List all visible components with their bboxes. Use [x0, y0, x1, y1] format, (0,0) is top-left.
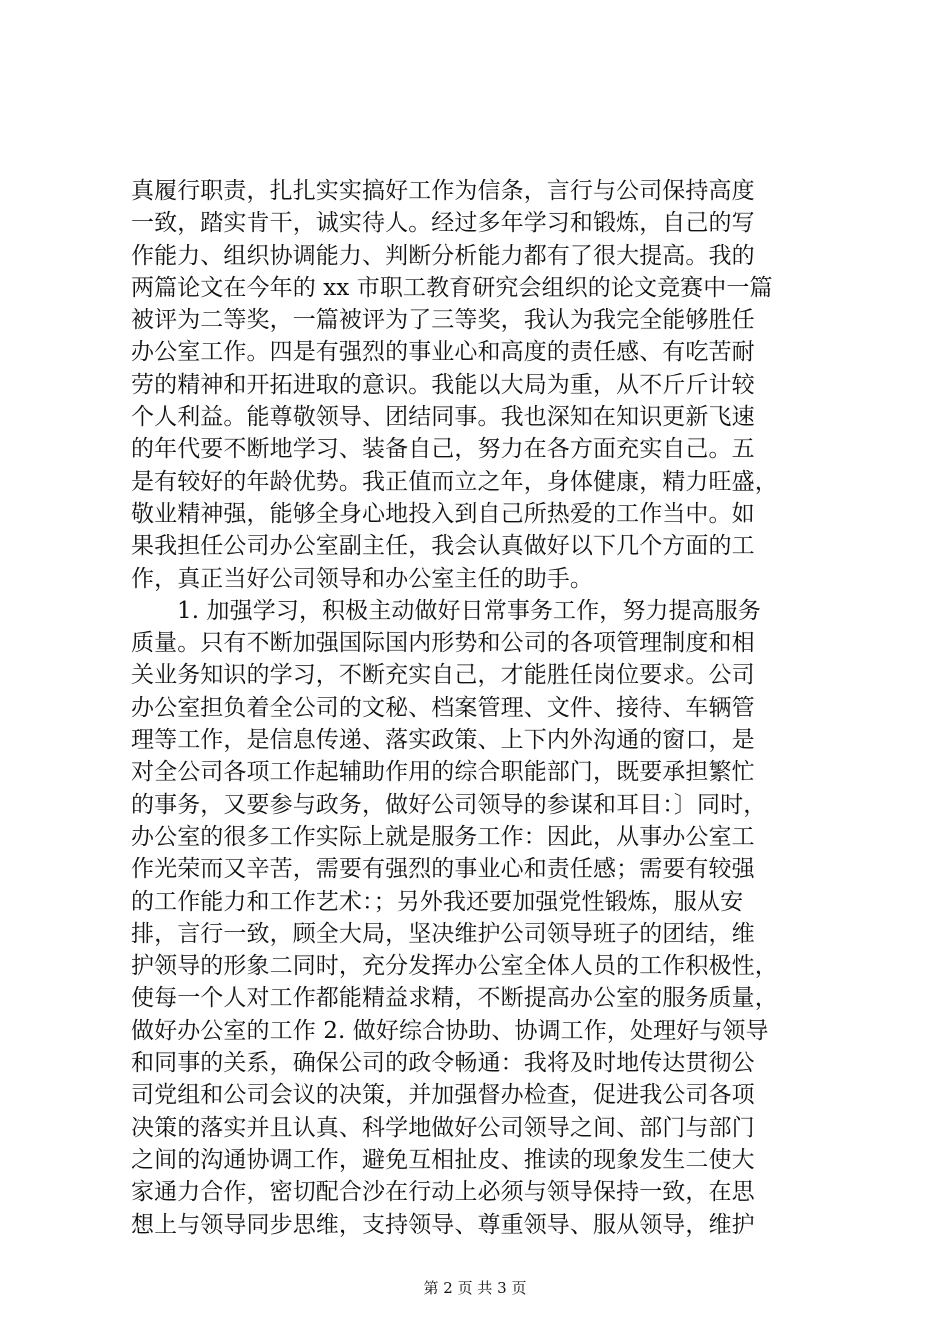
text-line: 作能力、组织协调能力、判断分析能力都有了很大提高。我的 — [131, 242, 755, 269]
text-line: 司党组和公司会议的决策，并加强督办检查，促进我公司各项 — [131, 1082, 755, 1109]
text-line: 想上与领导同步思维，支持领导、尊重领导、服从领导，维护 — [131, 1211, 755, 1238]
text-line: 办公室担负着全公司的文秘、档案管理、文件、接待、车辆管 — [131, 694, 755, 721]
text-line: 对全公司各项工作起辅助作用的综合职能部门，既要承担繁忙 — [131, 759, 755, 786]
text-line: 护领导的形象二同时，充分发挥办公室全体人员的工作积极性， — [131, 953, 778, 980]
document-body — [131, 175, 831, 1241]
text-line: 真履行职责，扎扎实实搞好工作为信条，言行与公司保持高度 — [131, 178, 755, 204]
text-line: 使每一个人对工作都能精益求精，不断提高办公室的服务质量， — [131, 985, 778, 1012]
text-line: 一致，踏实肯干，诚实待人。经过多年学习和锻炼，自己的写 — [131, 210, 755, 237]
text-line: 敬业精神强，能够全身心地投入到自己所热爱的工作当中。如 — [131, 500, 755, 527]
text-line: 办公室工作。四是有强烈的事业心和高度的责任感、有吃苦耐 — [131, 339, 755, 366]
text-line: 果我担任公司办公室副主任，我会认真做好以下几个方面的工 — [131, 533, 755, 560]
text-line: 理等工作，是信息传递、落实政策、上下内外沟通的窗口，是 — [131, 727, 755, 754]
text-line: 作光荣而又辛苦，需要有强烈的事业心和责任感；需要有较强 — [131, 856, 755, 883]
text-line: 是有较好的年龄优势。我正值而立之年，身体健康，精力旺盛， — [131, 468, 778, 495]
section-heading-line: 1. 加强学习，积极主动做好日常事务工作，努力提高服务 — [177, 597, 761, 624]
text-line: 的工作能力和工作艺术：；另外我还要加强党性锻炼，服从安 — [131, 888, 744, 915]
text-line: 两篇论文在今年的 xx 市职工教育研究会组织的论文竞赛中一篇 — [131, 274, 773, 301]
text-line: 的事务，又要参与政务，做好公司领导的参谋和耳目：〕同时， — [131, 791, 767, 818]
page-footer — [0, 1278, 950, 1298]
text-line: 决策的落实并且认真、科学地做好公司领导之间、部门与部门 — [131, 1114, 755, 1141]
text-line: 排，言行一致，顾全大局，坚决维护公司领导班子的团结，维 — [131, 920, 755, 947]
text-line: 办公室的很多工作实际上就是服务工作：因此，从事办公室工 — [131, 823, 755, 850]
text-line: 关业务知识的学习，不断充实自己，才能胜任岗位要求。公司 — [131, 662, 755, 689]
text-line: 个人利益。能尊敬领导、团结同事。我也深知在知识更新飞速 — [131, 404, 755, 431]
text-line: 做好办公室的工作 2. 做好综合协助、协调工作，处理好与领导 — [131, 1017, 769, 1044]
page-indicator: 第 2 页 共 3 页 — [423, 1279, 527, 1297]
text-line: 作，真正当好公司领导和办公室主任的助手。 — [131, 565, 593, 592]
text-line: 和同事的关系，确保公司的政令畅通：我将及时地传达贯彻公 — [131, 1050, 755, 1077]
text-line: 劳的精神和开拓进取的意识。我能以大局为重，从不斤斤计较 — [131, 371, 755, 398]
text-line: 之间的沟通协调工作，避免互相扯皮、推读的现象发生二使大 — [131, 1146, 755, 1173]
text-line: 家通力合作，密切配合沙在行动上必须与领导保持一致，在思 — [131, 1179, 755, 1206]
text-line: 被评为二等奖，一篇被评为了三等奖，我认为我完全能够胜任 — [131, 307, 755, 334]
text-line: 的年代要不断地学习、装备自己，努力在各方面充实自己。五 — [131, 436, 755, 463]
text-line: 质量。只有不断加强国际国内形势和公司的各项管理制度和相 — [131, 630, 755, 657]
